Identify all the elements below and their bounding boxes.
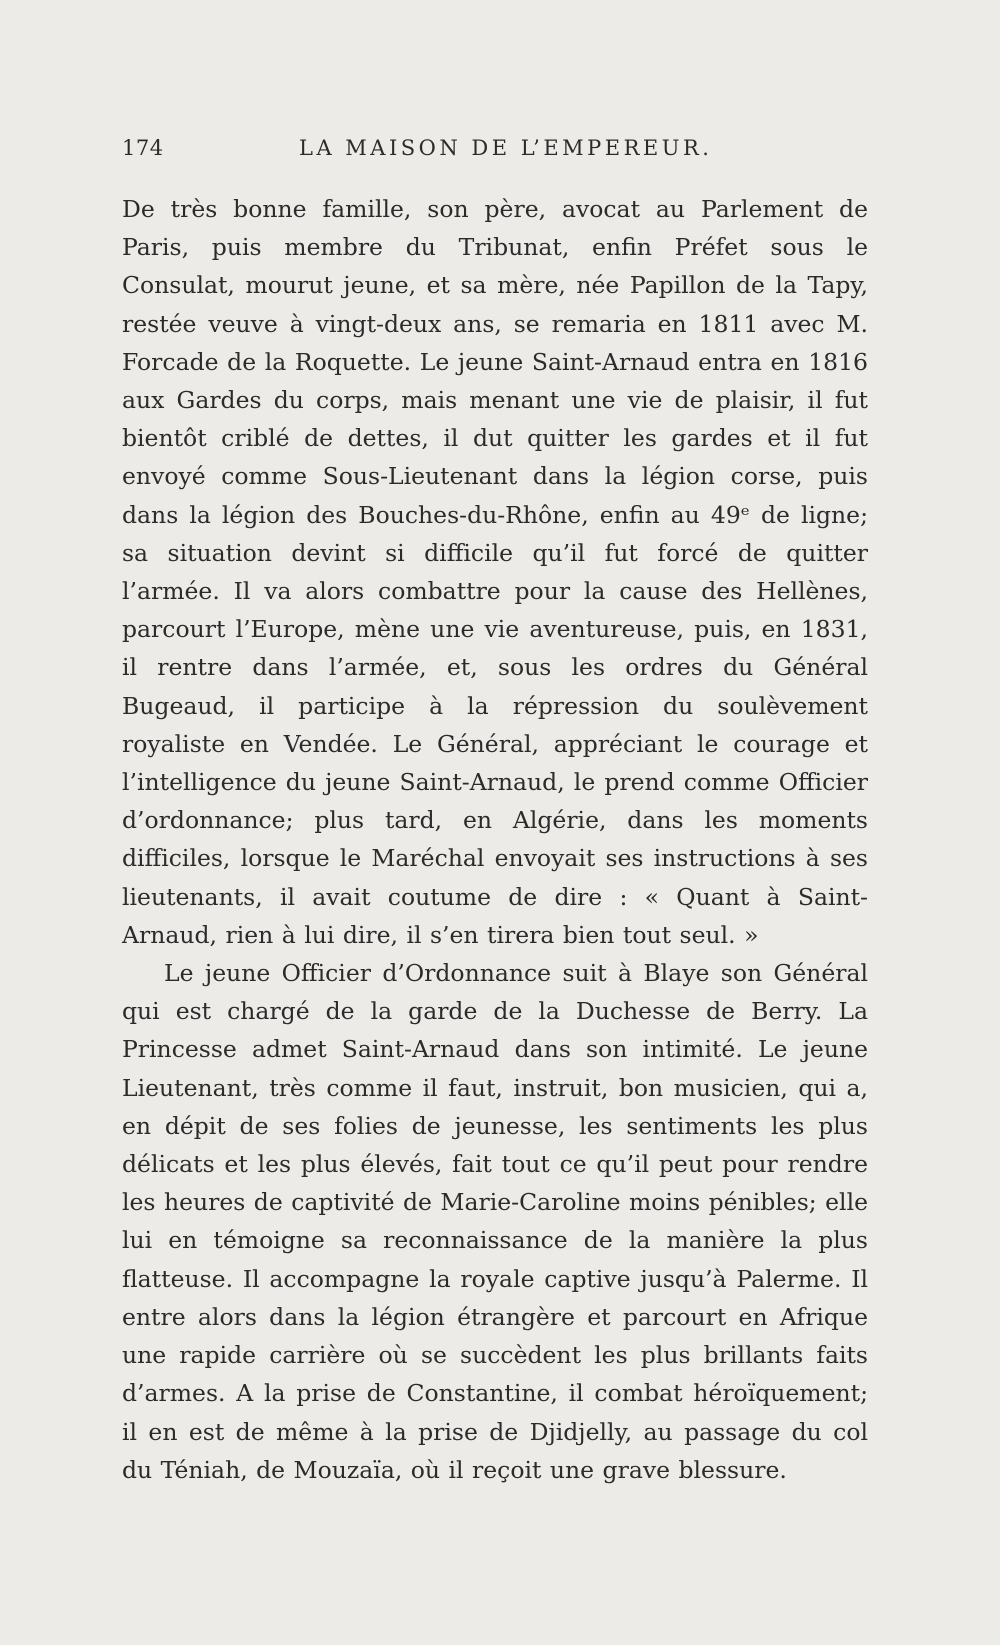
running-title: LA MAISON DE L’EMPEREUR.: [299, 136, 713, 160]
paragraph: De très bonne famille, son père, avocat au Parlement de Paris, puis membre du Tribunat, enfin Préfet sous le Consulat, mourut jeune, et sa mère, née Papillon de la Tapy, restée veuve à vingt-deux ans, se remaria en 1811 avec M. Forcade de la Roquette. Le jeune Saint-Arnaud entra en 1816 aux Gardes du corps, mais menant une vie de plaisir, il fut bientôt criblé de dettes, il dut quitter les gardes et il fut envoyé comme Sous-Lieutenant dans la légion corse, puis dans la légion des Bouches-du-Rhône, enfin au 49ᵉ de ligne; sa situation devint si difficile qu’il fut forcé de quitter l’armée. Il va alors combattre pour la cause des Hellènes, parcourt l’Europe, mène une vie aventureuse, puis, en 1831, il rentre dans l’armée, et, sous les ordres du Général Bugeaud, il participe à la répression du soulèvement royaliste en Vendée. Le Général, appréciant le courage et l’intelligence du jeune Saint-Arnaud, le prend comme Officier d’ordonnance; plus tard, en Algérie, dans les moments difficiles, lorsque le Maréchal envoyait ses instructions à ses lieutenants, il avait coutume de dire : « Quant à Saint-Arnaud, rien à lui dire, il s’en tirera bien tout seul. »: [122, 195, 868, 949]
paragraph: Le jeune Officier d’Ordonnance suit à Blaye son Général qui est chargé de la garde de la Duchesse de Berry. La Princesse admet Saint-Arnaud dans son intimité. Le jeune Lieutenant, très comme il faut, instruit, bon musicien, qui a, en dépit de ses folies de jeunesse, les sentiments les plus délicats et les plus élevés, fait tout ce qu’il peut pour rendre les heures de captivité de Marie-Caroline moins pénibles; elle lui en témoigne sa reconnaissance de la manière la plus flatteuse. Il accompagne la royale captive jusqu’à Palerme. Il entre alors dans la légion étrangère et parcourt en Afrique une rapide carrière où se succèdent les plus brillants faits d’armes. A la prise de Constantine, il combat héroïquement; il en est de même à la prise de Djidjelly, au passage du col du Téniah, de Mouzaïa, où il reçoit une grave blessure.: [122, 959, 868, 1484]
running-head: [122, 136, 862, 172]
body-text: [122, 190, 868, 1489]
page-number: 174: [122, 136, 164, 160]
